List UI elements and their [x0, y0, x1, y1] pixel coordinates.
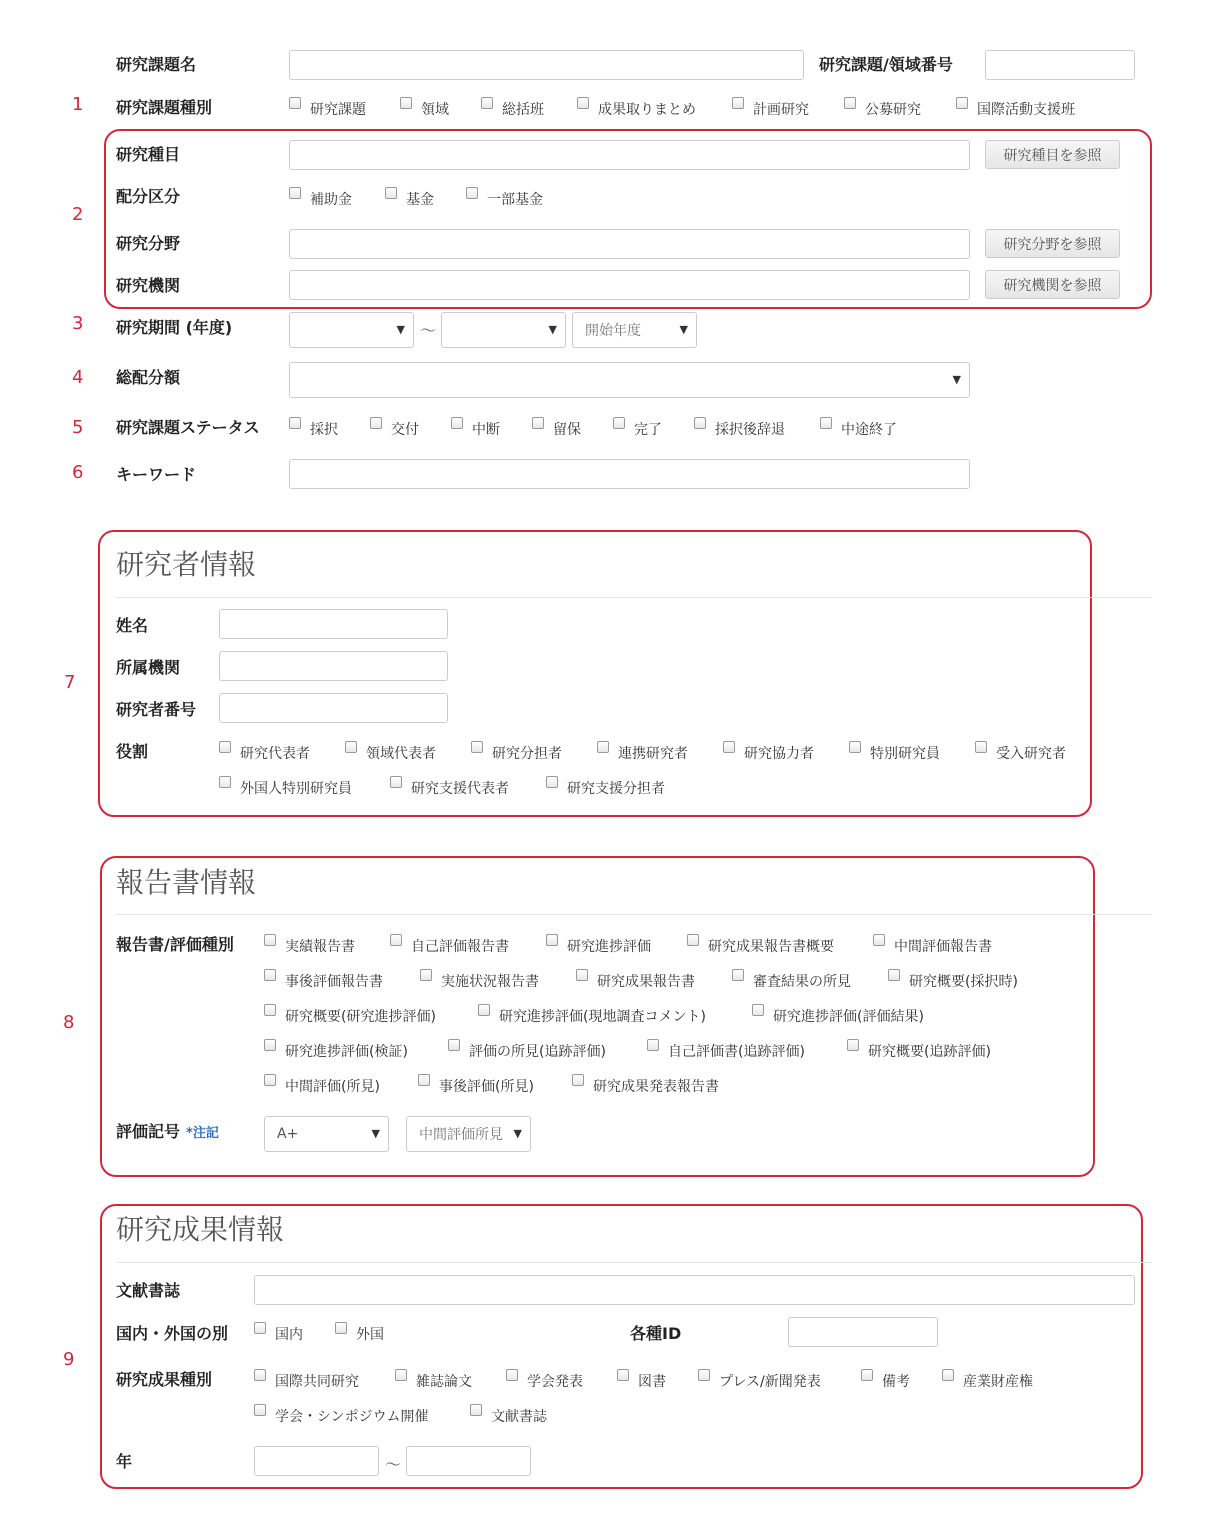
researcher-name-label: 姓名	[116, 616, 149, 635]
results-checkbox-press[interactable]: プレス/新聞発表	[698, 1369, 861, 1389]
number-input[interactable]	[985, 50, 1135, 80]
amount-label: 総配分額	[116, 368, 181, 387]
marker-8: 8	[63, 1012, 75, 1033]
report-checkbox-gaiyo-shincho[interactable]: 研究概要(研究進捗評価)	[264, 1004, 478, 1024]
results-checkbox-gakkai[interactable]: 学会発表	[506, 1369, 617, 1389]
allocation-checkbox-ichibu[interactable]: 一部基金	[466, 187, 543, 207]
type-checkbox-kokusai[interactable]: 国際活動支援班	[956, 97, 1075, 117]
role-checkbox-buntan[interactable]: 研究分担者	[471, 741, 597, 761]
researcher-number-input[interactable]	[219, 693, 448, 723]
report-checkbox-shincho[interactable]: 研究進捗評価	[546, 934, 687, 954]
report-row-2	[264, 969, 1018, 989]
results-checkbox-bunken[interactable]: 文献書誌	[470, 1404, 547, 1424]
marker-4: 4	[72, 367, 84, 388]
year-end-input[interactable]	[406, 1446, 531, 1476]
bibliography-label: 文献書誌	[116, 1281, 181, 1300]
report-checkbox-jisseki[interactable]: 実績報告書	[264, 934, 390, 954]
marker-1: 1	[72, 94, 84, 115]
grade-type-select[interactable]: 中間評価所見 ▼	[406, 1116, 531, 1152]
results-types-row1	[254, 1369, 1033, 1389]
title-label: 研究課題名	[116, 55, 197, 74]
report-checkbox-jisshi[interactable]: 実施状況報告書	[420, 969, 576, 989]
id-label: 各種ID	[630, 1324, 682, 1343]
allocation-label: 配分区分	[116, 187, 181, 206]
results-type-label: 研究成果種別	[116, 1370, 213, 1389]
category-input[interactable]	[289, 140, 970, 170]
status-checkbox-ryuho[interactable]: 留保	[532, 417, 613, 437]
period-start-select[interactable]	[289, 312, 414, 348]
report-checkbox-chukan[interactable]: 中間評価報告書	[873, 934, 992, 954]
report-row-5	[264, 1074, 719, 1094]
report-checkbox-shinsa[interactable]: 審査結果の所見	[732, 969, 888, 989]
status-checkbox-chuto[interactable]: 中途終了	[820, 417, 897, 437]
role-checkbox-kyoryoku[interactable]: 研究協力者	[723, 741, 849, 761]
year-label: 年	[116, 1452, 133, 1471]
role-checkbox-renkei[interactable]: 連携研究者	[597, 741, 723, 761]
keyword-input[interactable]	[289, 459, 970, 489]
type-checkbox-kadai[interactable]: 研究課題	[289, 97, 400, 117]
results-divider	[116, 1262, 1152, 1263]
report-row-3	[264, 1004, 924, 1024]
researcher-affiliation-label: 所属機関	[116, 658, 181, 677]
period-mode-select[interactable]: 開始年度 ▼	[572, 312, 697, 348]
results-checkbox-tosho[interactable]: 図書	[617, 1369, 698, 1389]
role-checkbox-tokubetsu[interactable]: 特別研究員	[849, 741, 975, 761]
researcher-role-label: 役割	[116, 742, 149, 761]
researcher-roles-row1	[219, 741, 1066, 761]
marker-9: 9	[63, 1349, 75, 1370]
report-checkbox-jigo-shoken[interactable]: 事後評価(所見)	[418, 1074, 572, 1094]
field-input[interactable]	[289, 229, 970, 259]
researcher-heading: 研究者情報	[116, 548, 257, 581]
marker-2: 2	[72, 204, 84, 225]
results-checkbox-zasshi[interactable]: 雑誌論文	[395, 1369, 506, 1389]
type-label: 研究課題種別	[116, 98, 213, 117]
marker-7: 7	[64, 672, 76, 693]
chevron-down-icon: ▼	[371, 1127, 380, 1140]
status-options	[289, 417, 897, 437]
amount-select[interactable]	[289, 362, 970, 398]
results-heading: 研究成果情報	[116, 1213, 285, 1246]
domestic-checkbox-gaikoku[interactable]: 外国	[335, 1322, 384, 1342]
report-checkbox-jigo[interactable]: 事後評価報告書	[264, 969, 420, 989]
type-checkbox-kobo[interactable]: 公募研究	[844, 97, 956, 117]
domestic-options	[254, 1322, 384, 1342]
status-checkbox-jitai[interactable]: 採択後辞退	[694, 417, 820, 437]
period-end-select[interactable]	[441, 312, 566, 348]
keyword-label: キーワード	[116, 465, 197, 484]
type-checkbox-ryoiki[interactable]: 領域	[400, 97, 481, 117]
results-checkbox-symposium[interactable]: 学会・シンポジウム開催	[254, 1404, 470, 1424]
status-checkbox-chudan[interactable]: 中断	[451, 417, 532, 437]
results-checkbox-biko[interactable]: 備考	[861, 1369, 942, 1389]
period-label: 研究期間 (年度)	[116, 318, 233, 337]
results-types-row2	[254, 1404, 547, 1424]
domestic-label: 国内・外国の別	[116, 1324, 229, 1343]
category-browse-button[interactable]: 研究種目を参照	[985, 140, 1120, 169]
status-checkbox-kanryo[interactable]: 完了	[613, 417, 694, 437]
grade-note-link[interactable]: *注記	[186, 1126, 219, 1141]
researcher-number-label: 研究者番号	[116, 700, 197, 719]
institution-label: 研究機関	[116, 276, 181, 295]
institution-browse-button[interactable]: 研究機関を参照	[985, 270, 1120, 299]
field-browse-button[interactable]: 研究分野を参照	[985, 229, 1120, 258]
report-row-1	[264, 934, 992, 954]
field-label: 研究分野	[116, 234, 181, 253]
researcher-name-input[interactable]	[219, 609, 448, 639]
report-type-label: 報告書/評価種別	[116, 935, 234, 954]
marker-3: 3	[72, 313, 84, 334]
period-tilde: 〜	[420, 321, 437, 340]
institution-input[interactable]	[289, 270, 970, 300]
allocation-checkbox-kikin[interactable]: 基金	[385, 187, 466, 207]
year-start-input[interactable]	[254, 1446, 379, 1476]
grade-select[interactable]: A+ ▼	[264, 1116, 389, 1152]
researcher-divider	[116, 597, 1152, 598]
role-checkbox-ryoiki-daihyo[interactable]: 領域代表者	[345, 741, 471, 761]
number-label: 研究課題/領域番号	[819, 55, 953, 74]
report-checkbox-shoken-tsuiseki[interactable]: 評価の所見(追跡評価)	[448, 1039, 647, 1059]
report-checkbox-shincho-kekka[interactable]: 研究進捗評価(評価結果)	[752, 1004, 924, 1024]
report-checkbox-shincho-kensho[interactable]: 研究進捗評価(検証)	[264, 1039, 448, 1059]
status-checkbox-saitaku[interactable]: 採択	[289, 417, 370, 437]
report-checkbox-gaiyo-tsuiseki[interactable]: 研究概要(追跡評価)	[847, 1039, 991, 1059]
report-checkbox-gaiyo-saitaku[interactable]: 研究概要(採択時)	[888, 969, 1018, 989]
role-checkbox-shien-daihyo[interactable]: 研究支援代表者	[390, 776, 546, 796]
allocation-checkbox-hojokin[interactable]: 補助金	[289, 187, 385, 207]
status-checkbox-kofu[interactable]: 交付	[370, 417, 451, 437]
researcher-roles-row2	[219, 776, 665, 796]
role-checkbox-ukeire[interactable]: 受入研究者	[975, 741, 1066, 761]
status-label: 研究課題ステータス	[116, 418, 260, 437]
report-row-4	[264, 1039, 991, 1059]
bibliography-input[interactable]	[254, 1275, 1135, 1305]
results-checkbox-kokusai[interactable]: 国際共同研究	[254, 1369, 395, 1389]
year-tilde: 〜	[385, 1455, 402, 1474]
chevron-down-icon: ▼	[679, 323, 688, 336]
researcher-affiliation-input[interactable]	[219, 651, 448, 681]
report-divider	[116, 914, 1152, 915]
marker-5: 5	[72, 417, 84, 438]
domestic-checkbox-kokunai[interactable]: 国内	[254, 1322, 335, 1342]
allocation-options	[289, 187, 543, 207]
chevron-down-icon: ▼	[952, 373, 961, 386]
role-checkbox-daihyo[interactable]: 研究代表者	[219, 741, 345, 761]
report-checkbox-seika[interactable]: 研究成果報告書	[576, 969, 732, 989]
grade-label: 評価記号 *注記	[116, 1122, 219, 1141]
report-checkbox-jiko-tsuiseki[interactable]: 自己評価書(追跡評価)	[647, 1039, 847, 1059]
chevron-down-icon: ▼	[548, 323, 557, 336]
report-checkbox-shincho-genchi[interactable]: 研究進捗評価(現地調査コメント)	[478, 1004, 752, 1024]
report-checkbox-jiko[interactable]: 自己評価報告書	[390, 934, 546, 954]
results-checkbox-sangyo[interactable]: 産業財産権	[942, 1369, 1033, 1389]
type-checkbox-sokatsu[interactable]: 総括班	[481, 97, 577, 117]
chevron-down-icon: ▼	[513, 1127, 522, 1140]
role-checkbox-shien-buntan[interactable]: 研究支援分担者	[546, 776, 665, 796]
role-checkbox-gaikokujin[interactable]: 外国人特別研究員	[219, 776, 390, 796]
chevron-down-icon: ▼	[396, 323, 405, 336]
report-heading: 報告書情報	[116, 866, 257, 899]
marker-6: 6	[72, 462, 84, 483]
report-checkbox-happyo[interactable]: 研究成果発表報告書	[572, 1074, 719, 1094]
type-options	[289, 97, 1075, 117]
type-checkbox-keikaku[interactable]: 計画研究	[732, 97, 844, 117]
report-checkbox-seika-gaiyo[interactable]: 研究成果報告書概要	[687, 934, 873, 954]
title-input[interactable]	[289, 50, 804, 80]
report-checkbox-chukan-shoken[interactable]: 中間評価(所見)	[264, 1074, 418, 1094]
id-input[interactable]	[788, 1317, 938, 1347]
category-label: 研究種目	[116, 145, 181, 164]
type-checkbox-torimatome[interactable]: 成果取りまとめ	[577, 97, 732, 117]
